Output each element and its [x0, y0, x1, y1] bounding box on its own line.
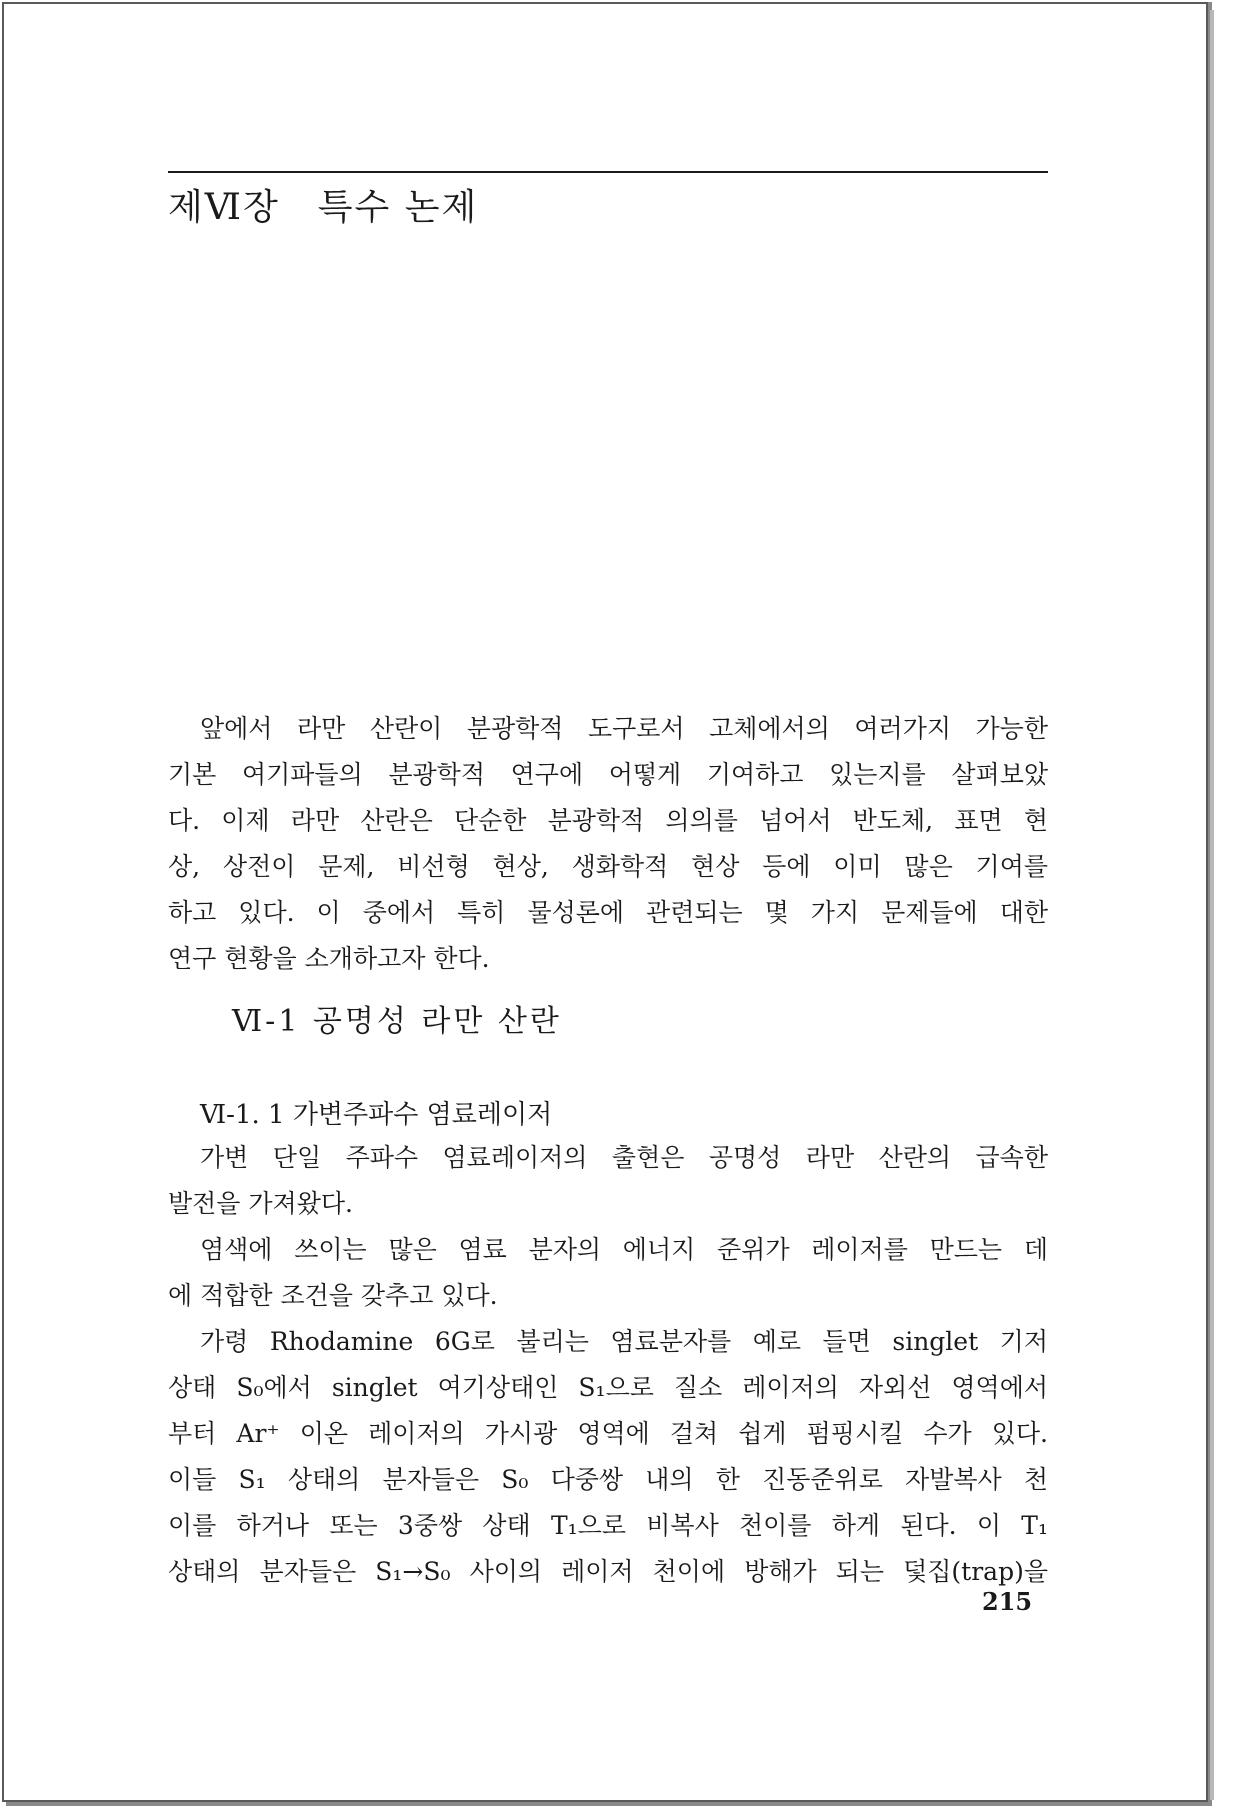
body-line: 가령 Rhodamine 6G로 불리는 염료분자를 예로 들면 singlet 기저	[200, 1327, 1048, 1356]
body-line: 이를 하거나 또는 3중쌍 상태 T₁으로 비복사 천이를 하게 된다. 이 T₁	[168, 1511, 1048, 1540]
intro-line: 앞에서 라만 산란이 분광학적 도구로서 고체에서의 여러가지 가능한	[200, 714, 1048, 743]
chapter-number: 제Ⅵ장	[168, 187, 280, 228]
body-line: 염색에 쓰이는 많은 염료 분자의 에너지 준위가 레이저를 만드는 데	[200, 1235, 1048, 1264]
body-line: 가변 단일 주파수 염료레이저의 출현은 공명성 라만 산란의 급속한	[200, 1143, 1048, 1172]
subsection-heading: Ⅵ-1. 1 가변주파수 염료레이저	[200, 1100, 553, 1130]
chapter-name: 특수 논제	[317, 187, 479, 228]
section-heading: Ⅵ-1 공명성 라만 산란	[232, 1004, 562, 1039]
body-line: 부터 Ar⁺ 이온 레이저의 가시광 영역에 걸쳐 쉽게 펌핑시킬 수가 있다.	[168, 1419, 1048, 1448]
intro-line: 상, 상전이 문제, 비선형 현상, 생화학적 현상 등에 이미 많은 기여를	[168, 852, 1048, 881]
intro-line: 하고 있다. 이 중에서 특히 물성론에 관련되는 몇 가지 문제들에 대한	[168, 898, 1048, 927]
page-shadow-bottom	[6, 1802, 1212, 1806]
page-number: 215	[982, 1587, 1033, 1616]
chapter-title	[168, 184, 478, 232]
body-line: 이들 S₁ 상태의 분자들은 S₀ 다중쌍 내의 한 진동준위로 자발복사 천	[168, 1465, 1048, 1494]
intro-line: 기본 여기파들의 분광학적 연구에 어떻게 기여하고 있는지를 살펴보았	[168, 760, 1048, 789]
page-edge	[1210, 10, 1214, 1800]
body-line: 발전을 가져왔다.	[168, 1189, 353, 1218]
body-line: 상태의 분자들은 S₁→S₀ 사이의 레이저 천이에 방해가 되는 덫집(trap)을	[168, 1557, 1048, 1586]
body-line: 상태 S₀에서 singlet 여기상태인 S₁으로 질소 레이저의 자외선 영역에서	[168, 1373, 1048, 1402]
intro-line: 연구 현황을 소개하고자 한다.	[168, 944, 490, 973]
chapter-rule	[168, 171, 1048, 173]
intro-line: 다. 이제 라만 산란은 단순한 분광학적 의의를 넘어서 반도체, 표면 현	[168, 806, 1048, 835]
body-line: 에 적합한 조건을 갖추고 있다.	[168, 1281, 498, 1310]
